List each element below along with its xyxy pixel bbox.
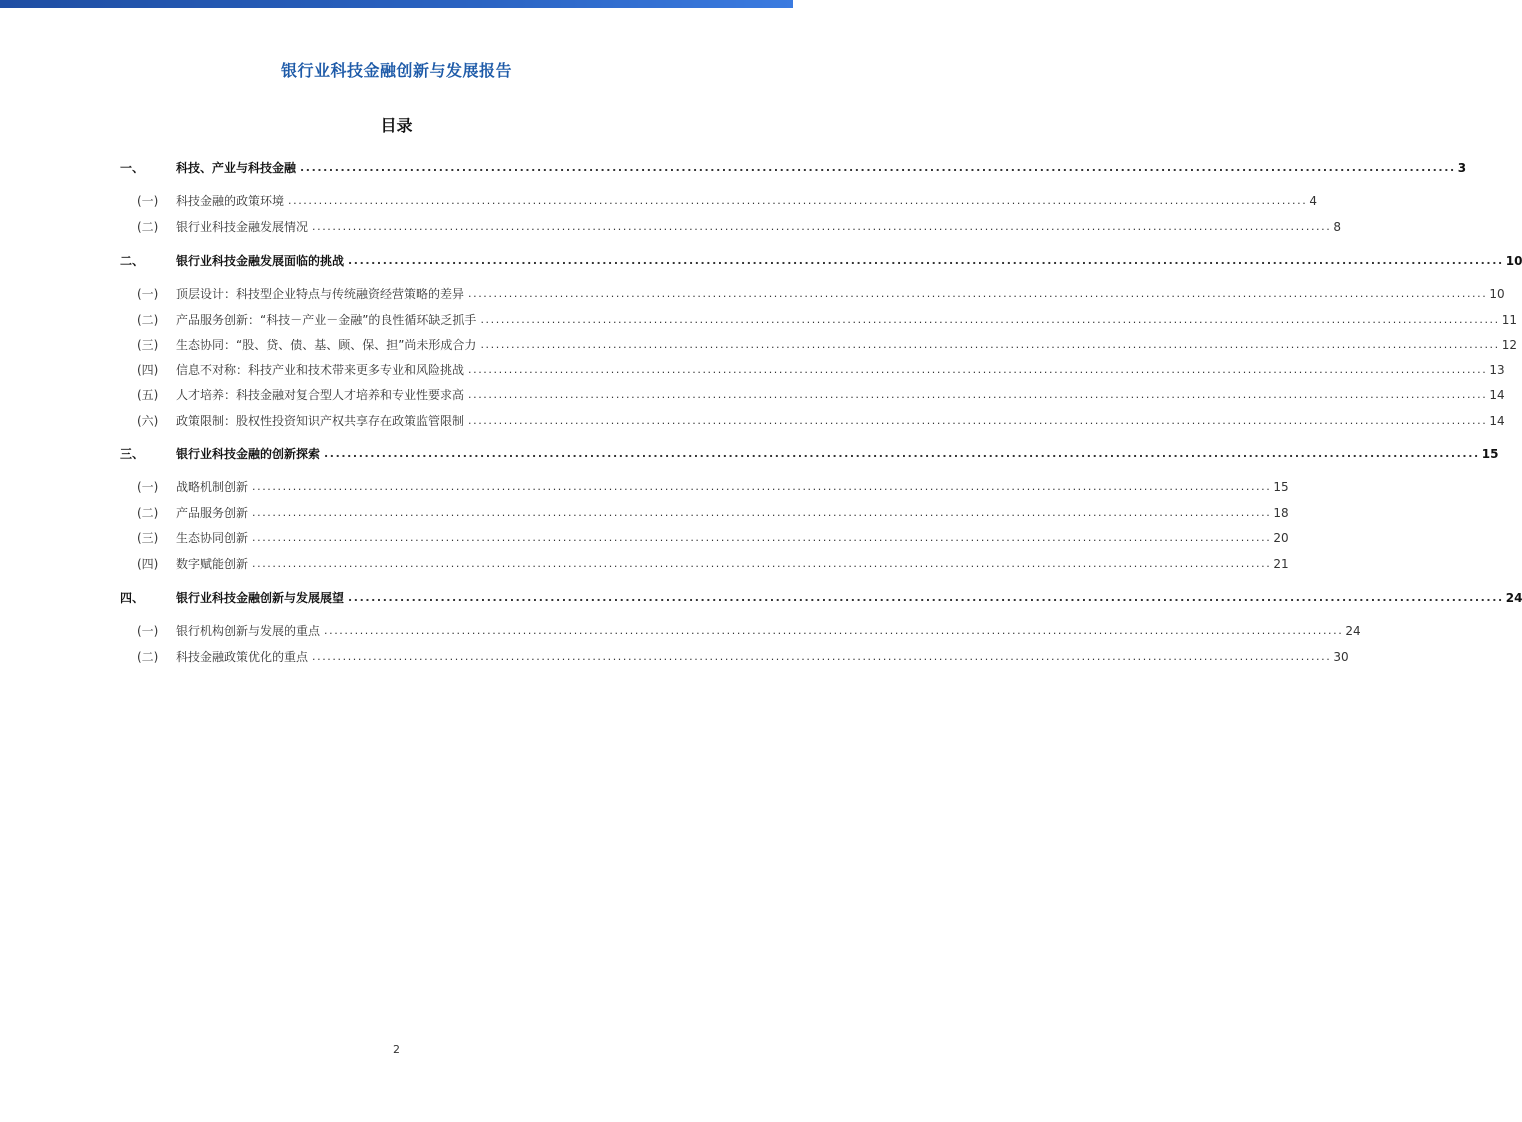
toc-entry-number: (三) [137,531,159,545]
toc-entry-text: 顶层设计：科技型企业特点与传统融资经营策略的差异 [176,287,465,301]
toc-entry[interactable] [120,445,1499,463]
toc-entry-number: 一、 [120,161,145,175]
dot-leader: ........................................................................................................................................................................................................ [480,313,1500,326]
dot-leader: ........................................................................................................................................................................................................ [324,447,1480,460]
toc-entry-number: 二、 [120,254,145,268]
toc-entry[interactable] [120,529,1289,547]
toc-entry-text: 生态协同创新 [176,531,249,545]
toc-entry[interactable] [120,622,1361,640]
toc-entry-number: (二) [137,650,159,664]
toc-entry-page: 21 [1273,557,1289,571]
toc-entry-page: 13 [1489,363,1505,377]
toc-entry-page: 30 [1333,650,1349,664]
toc-entry-text: 银行业科技金融发展面临的挑战 [176,254,345,268]
toc-entry[interactable] [120,589,1522,607]
toc-entry[interactable] [120,252,1522,270]
toc-entry-text: 科技金融政策优化的重点 [176,650,309,664]
toc-entry[interactable] [120,361,1505,379]
toc-entry-number: (一) [137,624,159,638]
toc-entry[interactable] [120,311,1518,329]
toc-entry-number: 四、 [120,591,145,605]
toc-entry-text: 数字赋能创新 [176,557,249,571]
toc-entry-number: (二) [137,220,159,234]
top-accent-bar [0,0,793,8]
toc-entry-number: (四) [137,363,159,377]
dot-leader: ........................................................................................................................................................................................................ [468,414,1488,427]
report-title: 银行业科技金融创新与发展报告 [280,61,512,80]
toc-entry-page: 14 [1489,388,1505,402]
toc-entry-number: (五) [137,388,159,402]
toc-entry-page: 11 [1501,313,1518,327]
dot-leader: ........................................................................................................................................................................................................ [312,650,1332,663]
toc-entry-number: (三) [137,338,159,352]
dot-leader: ........................................................................................................................................................................................................ [468,287,1488,300]
toc-entry-text: 银行业科技金融发展情况 [176,220,309,234]
dot-leader: ........................................................................................................................................................................................................ [252,506,1272,519]
dot-leader: ........................................................................................................................................................................................................ [480,338,1500,351]
toc-entry-page: 4 [1309,194,1317,208]
toc-entry[interactable] [120,192,1317,210]
toc-entry-page: 12 [1501,338,1518,352]
toc-entry-page: 15 [1273,480,1289,494]
toc-entry[interactable] [120,159,1467,177]
toc-entry-page: 10 [1505,254,1522,268]
toc-entry-text: 科技金融的政策环境 [176,194,285,208]
toc-entry-text: 银行机构创新与发展的重点 [176,624,321,638]
toc-entry[interactable] [120,555,1289,573]
toc-entry-number: (一) [137,194,159,208]
toc-title: 目录 [380,116,413,135]
toc-entry-number: (一) [137,480,159,494]
toc-entry-page: 3 [1457,161,1467,175]
toc-entry[interactable] [120,336,1518,354]
dot-leader: ........................................................................................................................................................................................................ [252,531,1272,544]
toc-entry-text: 战略机制创新 [176,480,249,494]
dot-leader: ........................................................................................................................................................................................................ [300,161,1456,174]
toc-entry[interactable] [120,285,1505,303]
toc-entry[interactable] [120,412,1505,430]
toc-entry-number: (二) [137,313,159,327]
dot-leader: ........................................................................................................................................................................................................ [348,591,1504,604]
toc-entry-number: 三、 [120,447,145,461]
toc-entry-number: (二) [137,506,159,520]
dot-leader: ........................................................................................................................................................................................................ [252,557,1272,570]
toc-entry[interactable] [120,386,1505,404]
toc-entry-page: 24 [1505,591,1522,605]
toc-entry-text: 信息不对称：科技产业和技术带来更多专业和风险挑战 [176,363,465,377]
toc-entry-text: 生态协同：“股、贷、债、基、顾、保、担”尚未形成合力 [176,338,477,352]
dot-leader: ........................................................................................................................................................................................................ [252,480,1272,493]
toc-entry-page: 24 [1345,624,1361,638]
dot-leader: ........................................................................................................................................................................................................ [288,194,1308,207]
toc-entry-page: 20 [1273,531,1289,545]
toc-entry-text: 产品服务创新 [176,506,249,520]
toc-entry-number: (一) [137,287,159,301]
toc-entry-text: 科技、产业与科技金融 [176,161,297,175]
toc-entry-page: 8 [1333,220,1341,234]
toc-entry[interactable] [120,504,1289,522]
toc-entry[interactable] [120,478,1289,496]
toc-entry-number: (四) [137,557,159,571]
dot-leader: ........................................................................................................................................................................................................ [324,624,1344,637]
toc-entry-page: 15 [1481,447,1499,461]
toc-entry-page: 18 [1273,506,1289,520]
dot-leader: ........................................................................................................................................................................................................ [468,363,1488,376]
toc-entry-number: (六) [137,414,159,428]
toc-entry-page: 10 [1489,287,1505,301]
dot-leader: ........................................................................................................................................................................................................ [468,388,1488,401]
toc-entry-text: 银行业科技金融创新与发展展望 [176,591,345,605]
dot-leader: ........................................................................................................................................................................................................ [348,254,1504,267]
toc-entry-text: 银行业科技金融的创新探索 [176,447,321,461]
dot-leader: ........................................................................................................................................................................................................ [312,220,1332,233]
toc-entry-text: 人才培养：科技金融对复合型人才培养和专业性要求高 [176,388,465,402]
toc-entry[interactable] [120,648,1349,666]
toc-entry[interactable] [120,218,1341,236]
page-number: 2 [393,1043,400,1056]
toc-entry-text: 政策限制：股权性投资知识产权共享存在政策监管限制 [176,414,465,428]
toc-entry-page: 14 [1489,414,1505,428]
toc-entry-text: 产品服务创新：“科技－产业－金融”的良性循环缺乏抓手 [176,313,477,327]
